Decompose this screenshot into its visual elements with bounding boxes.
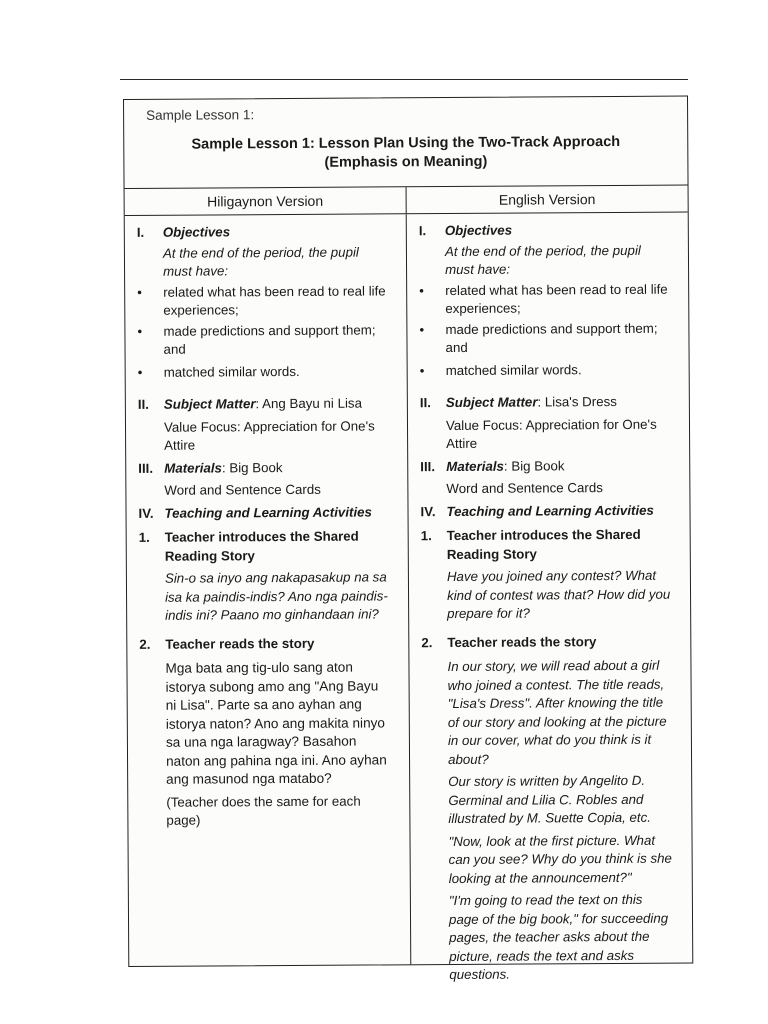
step-2-note: (Teacher does the same for each page): [166, 793, 361, 828]
step-1-heading: [421, 526, 672, 565]
subject-matter-label: Subject Matter: [445, 394, 538, 411]
section-number: III.: [420, 458, 436, 474]
bullet-text: related what has been read to real life experiences;: [163, 282, 386, 318]
section-number: III.: [138, 460, 154, 476]
step-title: Teacher introduces the Shared Reading Story: [446, 526, 641, 562]
materials-label: Materials: [164, 459, 222, 476]
objectives-intro: At the end of the period, the pupil must have:: [162, 244, 359, 279]
bullet-icon: •: [419, 282, 424, 298]
section-number: II.: [419, 395, 432, 411]
activities-heading: [420, 501, 671, 521]
list-item: [138, 362, 389, 382]
step-2-text: Mga bata ang tig-ulo sang aton istorya subong amo ang "Ang Bayu ni Lisa". Parte sa ano ayhan ang istorya naton? Ano ang makita ninyo sa una nga laragway? Basahon naton ang pahina nga ini. Ano ayhan ang masunod nga matabo?: [165, 659, 387, 787]
subject-matter-value: : Ang Bayu ni Lisa: [255, 395, 362, 412]
section-number: IV.: [138, 505, 154, 521]
step-2-paragraph-2: Our story is written by Angelito D. Germinal and Lilia C. Robles and illustrated by M. Suette Copia, etc.: [448, 772, 651, 827]
list-item: [420, 360, 671, 380]
lesson-title: [124, 133, 687, 174]
step-2-paragraph-4: "I'm going to read the text on this page of the big book," for succeeding pages, the teacher asks about the picture, reads the text and asks questions.: [448, 891, 669, 983]
english-column: [407, 213, 693, 983]
step-number: 2.: [421, 634, 433, 650]
section-title: Objectives: [162, 224, 231, 240]
materials: [420, 456, 671, 476]
activities-heading: [138, 503, 389, 523]
subject-matter-value: : Lisa's Dress: [537, 393, 617, 410]
subject-matter-label: Subject Matter: [163, 396, 256, 412]
title-line-1: Sample Lesson 1: Lesson Plan Using the Two-Track Approach: [191, 133, 621, 153]
lesson-plan-table: [123, 96, 693, 983]
bullet-text: matched similar words.: [445, 361, 582, 378]
column-headers: [125, 186, 688, 216]
step-number: 1.: [420, 528, 432, 544]
section-number: IV.: [420, 503, 436, 519]
hiligaynon-column: [125, 214, 412, 966]
value-focus: Value Focus: Appreciation for One's Attire: [445, 416, 657, 452]
table-header: [124, 97, 688, 189]
section-number: II.: [137, 396, 150, 412]
step-title: Teacher introduces the Shared Reading Story: [164, 528, 359, 564]
column-header-english: English Version: [498, 191, 596, 208]
step-title: Teacher reads the story: [165, 635, 315, 652]
title-line-2: (Emphasis on Meaning): [324, 153, 488, 171]
top-rule: [120, 79, 688, 80]
bullet-text: matched similar words.: [163, 363, 300, 380]
step-1-text: Sin-o sa inyo ang nakapasakup na sa isa ka paindis-indis? Ano nga paindis-indis ini? Paano mo ginhandaan ini?: [164, 569, 388, 623]
step-number: 1.: [138, 529, 150, 545]
objectives-heading: [137, 222, 388, 242]
column-header-hiligaynon: Hiligaynon Version: [125, 187, 407, 215]
step-number: 2.: [139, 636, 151, 652]
bullet-icon: •: [419, 362, 425, 378]
materials-label: Materials: [446, 458, 504, 474]
list-item: [419, 319, 670, 358]
subject-matter: [138, 394, 389, 414]
list-item: [137, 321, 388, 360]
bullet-icon: •: [137, 364, 143, 380]
step-2-paragraph-1: In our story, we will read about a girl who joined a contest. The title reads, "Lisa's Dress". After knowing the title of our story and looking at the picture in our cover, what do you think is it about?: [447, 657, 667, 767]
subject-matter: [420, 393, 671, 413]
materials-value: : Big Book: [503, 457, 565, 474]
bullet-text: related what has been read to real life experiences;: [445, 281, 668, 317]
step-1-text: Have you joined any contest? What kind of contest was that? How did you prepare for it?: [446, 567, 671, 622]
bullet-icon: •: [137, 284, 142, 300]
section-number: I.: [418, 223, 427, 239]
step-2-paragraph-3: "Now, look at the first picture. What can you see? Why do you think is she looking at the announcement?": [448, 832, 672, 886]
value-focus: Value Focus: Appreciation for One's Attire: [163, 417, 375, 453]
step-1-heading: [139, 527, 390, 566]
section-number: I.: [136, 224, 145, 240]
bullet-text: made predictions and support them; and: [445, 320, 658, 356]
objectives-intro: At the end of the period, the pupil must have:: [444, 242, 641, 278]
materials-cards: Word and Sentence Cards: [446, 480, 603, 497]
bullet-icon: •: [137, 323, 143, 339]
step-title: Teacher reads the story: [447, 633, 597, 650]
bullet-text: made predictions and support them; and: [163, 321, 376, 357]
list-item: [137, 282, 388, 321]
step-2-heading: [421, 632, 672, 652]
sample-lesson-label: Sample Lesson 1:: [146, 107, 255, 123]
objectives-heading: [419, 221, 670, 241]
section-title: Teaching and Learning Activities: [446, 502, 654, 519]
list-item: [419, 280, 670, 319]
materials-cards: Word and Sentence Cards: [164, 481, 321, 498]
materials: [138, 458, 389, 478]
step-2-heading: [139, 634, 390, 654]
section-title: Objectives: [444, 222, 513, 239]
bullet-icon: •: [419, 321, 425, 337]
table-body: [125, 213, 693, 983]
section-title: Teaching and Learning Activities: [164, 503, 372, 521]
materials-value: : Big Book: [221, 459, 283, 475]
